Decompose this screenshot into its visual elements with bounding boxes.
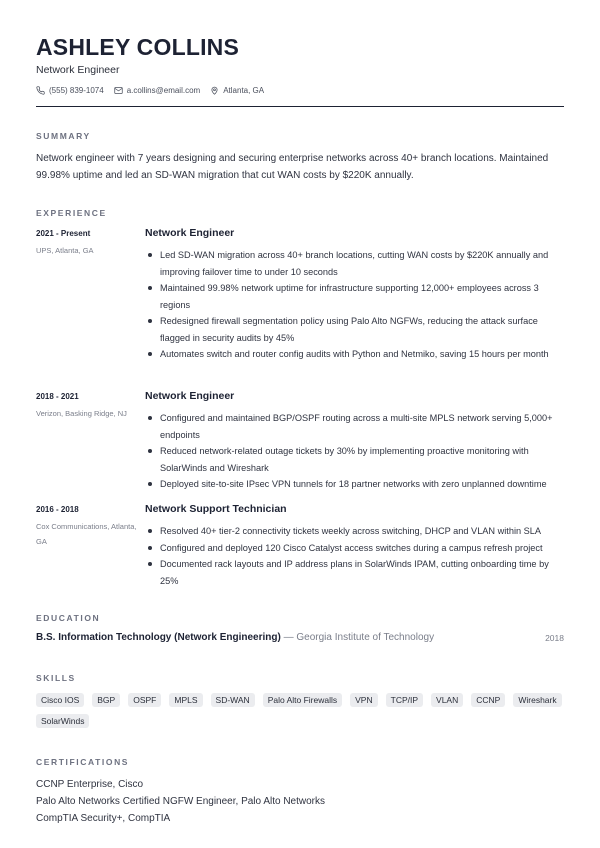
certification-item: CompTIA Security+, CompTIA — [36, 813, 171, 824]
skill-chip: VPN — [350, 693, 377, 707]
job-bullet: Reduced network-related outage tickets by 30% by implementing proactive monitoring with SolarWinds and Wireshark — [145, 443, 565, 476]
job-bullet-list — [145, 410, 565, 493]
mail-icon — [114, 86, 123, 95]
contact-phone-text: (555) 839-1074 — [49, 86, 104, 95]
contact-email-text[interactable]: a.collins@email.com — [126, 86, 201, 95]
job-bullet: Maintained 99.98% network uptime for infrastructure supporting 12,000+ employees across 3 regions — [145, 280, 565, 313]
skill-chip: CCNP — [471, 693, 505, 707]
skill-chip: BGP — [92, 693, 120, 707]
skill-chip: MPLS — [169, 693, 202, 707]
skill-chip: VLAN — [431, 693, 463, 707]
summary-text: Network engineer with 7 years designing and securing enterprise networks across 40+ branch locations. Maintained 99.98% uptime and led an SD-WAN migration that cut WAN costs by $220K annually. — [36, 153, 549, 181]
job-company: UPS, Atlanta, GA — [36, 246, 94, 255]
skill-chip: SolarWinds — [36, 714, 89, 728]
job-bullet: Documented rack layouts and IP address plans in SolarWinds IPAM, cutting onboarding time by 25% — [145, 556, 565, 589]
job-role: Network Engineer — [145, 227, 235, 239]
phone-icon — [36, 86, 45, 95]
job-dates: 2016 - 2018 — [36, 505, 79, 514]
job-bullet: Resolved 40+ tier-2 connectivity tickets weekly across switching, DHCP and VLAN within SLA — [145, 523, 565, 540]
job-bullet: Configured and deployed 120 Cisco Catalyst access switches during a campus refresh project — [145, 540, 565, 557]
certification-item: CCNP Enterprise, Cisco — [36, 779, 144, 790]
education-entry — [36, 632, 564, 643]
section-label-education: EDUCATION — [36, 613, 101, 623]
location-pin-icon — [210, 86, 219, 95]
skill-chip: SD-WAN — [211, 693, 255, 707]
job-bullet: Configured and maintained BGP/OSPF routing across a multi-site MPLS network serving 5,000+ endpoints — [145, 410, 565, 443]
job-dates: 2018 - 2021 — [36, 392, 79, 401]
skill-chip: OSPF — [128, 693, 161, 707]
job-bullet: Deployed site-to-site IPsec VPN tunnels for 18 partner networks with zero unplanned downtime — [145, 476, 565, 493]
contact-location-text: Atlanta, GA — [223, 86, 265, 95]
job-company: Cox Communications, Atlanta, GA — [36, 522, 137, 546]
section-label-summary: SUMMARY — [36, 131, 91, 141]
contact-phone — [36, 86, 104, 95]
certification-item: Palo Alto Networks Certified NGFW Engineer, Palo Alto Networks — [36, 796, 326, 807]
skill-chip: Palo Alto Firewalls — [263, 693, 342, 707]
education-school: — Georgia Institute of Technology — [280, 632, 435, 643]
section-label-experience: EXPERIENCE — [36, 208, 107, 218]
job-dates: 2021 - Present — [36, 229, 91, 238]
job-bullet: Led SD-WAN migration across 40+ branch locations, cutting WAN costs by $220K annually and improving failover time to under 10 seconds — [145, 247, 565, 280]
job-bullet-list — [145, 523, 565, 589]
skill-chip: TCP/IP — [386, 693, 423, 707]
skills-list — [36, 693, 564, 728]
contact-email[interactable] — [114, 86, 200, 95]
contact-row — [36, 86, 264, 95]
candidate-name: ASHLEY COLLINS — [36, 34, 240, 60]
job-role: Network Support Technician — [145, 503, 287, 515]
skill-chip: Cisco IOS — [36, 693, 84, 707]
skill-chip: Wireshark — [513, 693, 561, 707]
section-label-certifications: CERTIFICATIONS — [36, 757, 130, 767]
section-label-skills: SKILLS — [36, 673, 76, 683]
header-divider — [36, 106, 564, 107]
candidate-title: Network Engineer — [36, 64, 120, 76]
job-bullet: Automates switch and router config audits with Python and Netmiko, saving 15 hours per month — [145, 346, 565, 363]
education-degree: B.S. Information Technology (Network Engineering) — [36, 632, 281, 643]
job-bullet: Redesigned firewall segmentation policy using Palo Alto NGFWs, reducing the attack surface flagged in security audits by 45% — [145, 313, 565, 346]
education-year: 2018 — [545, 633, 564, 643]
job-bullet-list — [145, 247, 565, 363]
certifications-list — [36, 776, 564, 827]
job-company: Verizon, Basking Ridge, NJ — [36, 409, 127, 418]
contact-location — [210, 86, 264, 95]
job-role: Network Engineer — [145, 390, 235, 402]
